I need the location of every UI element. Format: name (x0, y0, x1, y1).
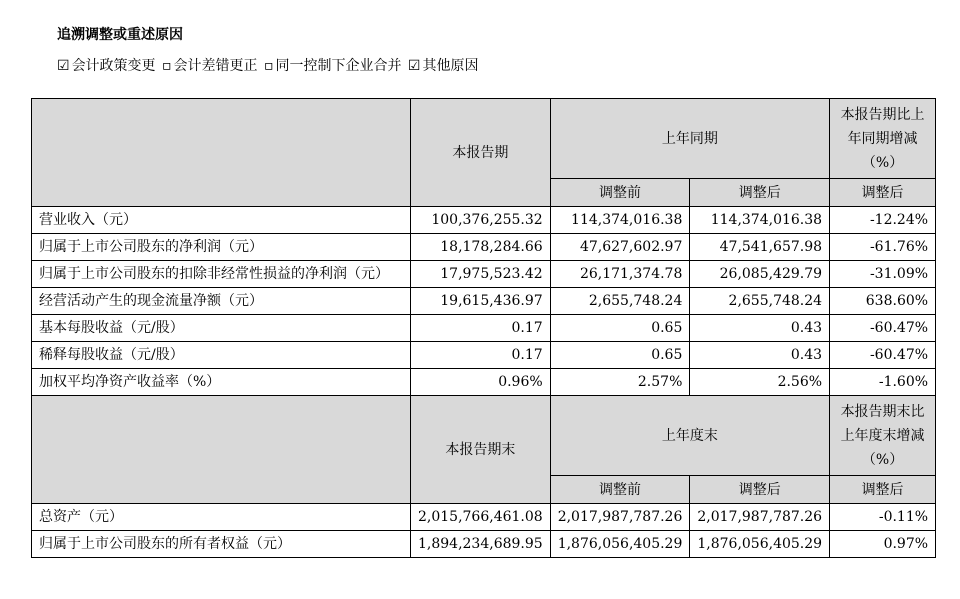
before-adjustment-value: 2,655,748.24 (550, 288, 690, 315)
before-adjustment-value: 1,876,056,405.29 (550, 531, 690, 558)
change-percent: -61.76% (830, 234, 936, 261)
row-label: 营业收入（元） (32, 207, 411, 234)
row-label: 经营活动产生的现金流量净额（元） (32, 288, 411, 315)
before-adjustment-value: 47,627,602.97 (550, 234, 690, 261)
current-value: 0.17 (411, 315, 551, 342)
after-adjustment-value: 114,374,016.38 (690, 207, 830, 234)
table-row (32, 207, 936, 234)
table-row (32, 342, 936, 369)
current-value: 19,615,436.97 (411, 288, 551, 315)
change-percent: -60.47% (830, 315, 936, 342)
after-adjustment-value: 2,655,748.24 (690, 288, 830, 315)
current-value: 18,178,284.66 (411, 234, 551, 261)
after-adjustment-value: 0.43 (690, 342, 830, 369)
current-value: 1,894,234,689.95 (411, 531, 551, 558)
reason-label-error-correction: 会计差错更正 (173, 58, 258, 74)
after-adjustment-value: 2.56% (690, 369, 830, 396)
table-row (32, 234, 936, 261)
table-row (32, 369, 936, 396)
row-label: 加权平均净资产收益率（%） (32, 369, 411, 396)
row-label: 基本每股收益（元/股） (32, 315, 411, 342)
current-value: 2,015,766,461.08 (411, 504, 551, 531)
table-row (32, 531, 936, 558)
unchecked-box-icon[interactable]: ▫ (263, 58, 274, 74)
change-percent: -1.60% (830, 369, 936, 396)
header-blank-cell (32, 99, 411, 207)
table-row (32, 315, 936, 342)
change-percent: -12.24% (830, 207, 936, 234)
change-percent: 638.60% (830, 288, 936, 315)
after-adjustment-value: 47,541,657.98 (690, 234, 830, 261)
header-change-after-adjustment: 调整后 (830, 476, 936, 504)
before-adjustment-value: 2,017,987,787.26 (550, 504, 690, 531)
row-label: 归属于上市公司股东的所有者权益（元） (32, 531, 411, 558)
header-prior-year-end: 上年度末 (550, 396, 829, 476)
reason-label-policy-change: 会计政策变更 (71, 58, 156, 74)
after-adjustment-value: 1,876,056,405.29 (690, 531, 830, 558)
table-row (32, 504, 936, 531)
change-percent: -60.47% (830, 342, 936, 369)
checked-box-icon[interactable]: ☑ (407, 58, 421, 74)
change-percent: -0.11% (830, 504, 936, 531)
table-row (32, 288, 936, 315)
before-adjustment-value: 0.65 (550, 342, 690, 369)
header-period-end: 本报告期末 (411, 396, 551, 504)
header-change-after-adjustment: 调整后 (830, 179, 936, 207)
row-label: 归属于上市公司股东的扣除非经常性损益的净利润（元） (32, 261, 411, 288)
unchecked-box-icon[interactable]: ▫ (162, 58, 172, 74)
after-adjustment-value: 0.43 (690, 315, 830, 342)
row-label: 总资产（元） (32, 504, 411, 531)
reason-label-other: 其他原因 (422, 58, 479, 74)
change-percent: 0.97% (830, 531, 936, 558)
header-prior-period: 上年同期 (550, 99, 829, 179)
after-adjustment-value: 2,017,987,787.26 (690, 504, 830, 531)
header-blank-cell (32, 396, 411, 504)
row-label: 稀释每股收益（元/股） (32, 342, 411, 369)
header-change: 本报告期比上年同期增减（%） (830, 99, 936, 179)
financial-data-table (31, 98, 936, 558)
section-heading: 追溯调整或重述原因 (57, 27, 183, 43)
checked-box-icon[interactable]: ☑ (57, 58, 70, 74)
header-after-adjustment: 调整后 (690, 179, 830, 207)
header-current-period: 本报告期 (411, 99, 551, 207)
reason-label-common-control-merger: 同一控制下企业合并 (275, 58, 402, 74)
change-percent: -31.09% (830, 261, 936, 288)
table-row (32, 261, 936, 288)
current-value: 0.17 (411, 342, 551, 369)
current-value: 17,975,523.42 (411, 261, 551, 288)
reason-checklist (57, 55, 480, 75)
header-before-adjustment: 调整前 (550, 179, 690, 207)
header-change: 本报告期末比上年度末增减（%） (830, 396, 936, 476)
before-adjustment-value: 2.57% (550, 369, 690, 396)
before-adjustment-value: 0.65 (550, 315, 690, 342)
row-label: 归属于上市公司股东的净利润（元） (32, 234, 411, 261)
current-value: 0.96% (411, 369, 551, 396)
header-after-adjustment: 调整后 (690, 476, 830, 504)
current-value: 100,376,255.32 (411, 207, 551, 234)
before-adjustment-value: 114,374,016.38 (550, 207, 690, 234)
header-before-adjustment: 调整前 (550, 476, 690, 504)
after-adjustment-value: 26,085,429.79 (690, 261, 830, 288)
before-adjustment-value: 26,171,374.78 (550, 261, 690, 288)
